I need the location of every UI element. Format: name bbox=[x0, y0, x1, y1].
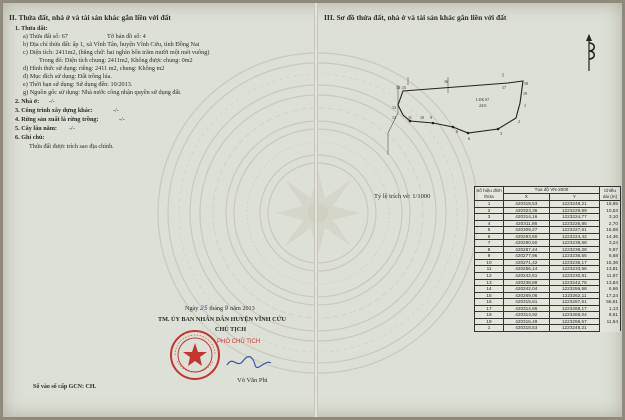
coordinate-y: 1223227,61 bbox=[549, 227, 599, 234]
coordinate-x: 420318,53 bbox=[504, 325, 550, 332]
edge-length: 6,66 bbox=[600, 286, 621, 293]
vertex-label-13: 13 bbox=[392, 105, 396, 110]
parcel-number: a) Thửa đất số: 67 bbox=[23, 33, 68, 40]
coordinate-y: 1223269,17 bbox=[549, 305, 599, 312]
chairman-title: CHỦ TỊCH bbox=[215, 326, 247, 333]
coordinate-x: 420287,44 bbox=[504, 246, 550, 253]
use-term: e) Thời hạn sử dụng: Sử dụng đến: 10/2013. bbox=[23, 81, 133, 88]
edge-length: 14,36 bbox=[600, 233, 621, 240]
point-number: 14 bbox=[475, 286, 504, 293]
coordinate-y: 1223230,81 bbox=[549, 273, 599, 280]
table-row bbox=[475, 325, 621, 332]
forest-value: -/- bbox=[119, 116, 125, 123]
coordinate-x: 420259,06 bbox=[504, 292, 550, 299]
coordinate-y: 1223238,58 bbox=[549, 240, 599, 247]
vertex-marker bbox=[497, 128, 500, 131]
vertex-label-12: 12 bbox=[392, 115, 396, 120]
house-heading: 2. Nhà ở: bbox=[15, 98, 40, 105]
date-prefix: Ngày bbox=[185, 305, 199, 312]
perennial-value: -/- bbox=[69, 125, 75, 132]
coordinate-x: 420242,04 bbox=[504, 286, 550, 293]
notes-heading: 6. Ghi chú: bbox=[15, 134, 45, 141]
point-number: 4 bbox=[475, 220, 504, 227]
header-system: Tọa độ VN-2000 bbox=[504, 187, 600, 194]
parcel-area: c) Diện tích: 2411m2, (bằng chữ: hai nghìn bốn trăm mười một mét vuông) bbox=[23, 49, 210, 56]
date-day: 25 bbox=[199, 305, 208, 312]
official-seal-icon bbox=[169, 329, 221, 381]
coordinate-x: 420316,49 bbox=[504, 318, 550, 325]
edge-length: 13,81 bbox=[600, 266, 621, 273]
vertex-label-18: 18 bbox=[524, 81, 528, 86]
edge-length: 3,10 bbox=[600, 214, 621, 221]
use-purpose: đ) Mục đích sử dụng: Đất trồng lúa. bbox=[23, 73, 112, 80]
coordinate-table-body bbox=[475, 201, 621, 332]
vertex-marker bbox=[409, 120, 412, 123]
coordinate-x: 420315,61 bbox=[504, 299, 550, 306]
certificate-record-number: Số vào sổ cấp GCN: CH. bbox=[33, 384, 97, 390]
date-month: 9 bbox=[224, 305, 229, 312]
vertex-label-1: 1 bbox=[524, 103, 526, 108]
coordinate-y: 1223248,21 bbox=[549, 201, 599, 208]
plot-diagram-panel bbox=[318, 3, 622, 417]
section-ii-title: II. Thửa đất, nhà ở và tài sản khác gắn liền với đất bbox=[9, 13, 171, 22]
use-form: d) Hình thức sử dụng: riêng: 2411 m2, chung: Không m2 bbox=[23, 65, 165, 72]
coordinate-y: 1223248,21 bbox=[549, 325, 599, 332]
coordinate-x: 420309,27 bbox=[504, 227, 550, 234]
signature-icon bbox=[225, 353, 273, 371]
vertex-label-16: 16 bbox=[444, 79, 448, 84]
plot-area-value: 2411 bbox=[479, 103, 487, 108]
vertex-label-11: 11 bbox=[408, 115, 412, 120]
coordinate-x: 420314,86 bbox=[504, 305, 550, 312]
edge-length: 18,95 bbox=[600, 201, 621, 208]
vertex-label-10: 10 bbox=[420, 115, 424, 120]
edge-length bbox=[600, 325, 621, 332]
notes-text: Thửa đất được trích sao địa chính. bbox=[29, 143, 114, 150]
header-x: X bbox=[504, 194, 550, 201]
edge-length: 13,84 bbox=[600, 279, 621, 286]
point-number: 17 bbox=[475, 305, 504, 312]
parcel-address: b) Địa chỉ thửa đất: ấp 1, xã Vĩnh Tân, huyện Vĩnh Cửu, tỉnh Đồng Nai bbox=[23, 41, 200, 48]
coordinate-x: 420314,92 bbox=[504, 312, 550, 319]
edge-length: 9,87 bbox=[600, 246, 621, 253]
point-number: 15 bbox=[475, 292, 504, 299]
map-sheet-number: Tờ bản đồ số: 4 bbox=[107, 33, 146, 40]
coordinate-x: 420277,96 bbox=[504, 253, 550, 260]
coordinate-y: 1223236,55 bbox=[549, 253, 599, 260]
header-point: Số hiệu đỉnh thửa bbox=[476, 187, 502, 199]
edge-length: 17,24 bbox=[600, 292, 621, 299]
signing-date bbox=[185, 305, 255, 312]
authority-name: TM. ỦY BAN NHÂN DÂN HUYỆN VĨNH CỬU bbox=[158, 316, 286, 323]
date-month-label: tháng bbox=[209, 305, 224, 312]
point-number: 12 bbox=[475, 273, 504, 280]
point-number: 8 bbox=[475, 246, 504, 253]
point-number: 1 bbox=[475, 325, 504, 332]
signer-name: Võ Văn Phi bbox=[237, 377, 268, 384]
house-value: -/- bbox=[49, 98, 55, 105]
coordinate-x: 420318,53 bbox=[504, 201, 550, 208]
edge-length: 3,24 bbox=[600, 240, 621, 247]
land-heading: 1. Thửa đất: bbox=[15, 25, 48, 32]
vertex-marker bbox=[432, 122, 435, 125]
coordinate-y: 1223226,85 bbox=[549, 220, 599, 227]
perennial-heading: 5. Cây lâu năm: bbox=[15, 125, 57, 132]
construction-heading: 3. Công trình xây dựng khác: bbox=[15, 107, 93, 114]
coordinate-x: 420323,36 bbox=[504, 207, 550, 214]
land-info-panel bbox=[3, 3, 314, 417]
coordinate-table bbox=[474, 186, 621, 332]
point-number: 11 bbox=[475, 266, 504, 273]
point-number: 3 bbox=[475, 214, 504, 221]
edge-length: 15,36 bbox=[600, 259, 621, 266]
certificate-sheet bbox=[3, 3, 622, 417]
coordinate-y: 1223268,04 bbox=[549, 312, 599, 319]
vertex-label-8: 8 bbox=[456, 129, 458, 134]
point-number: 9 bbox=[475, 253, 504, 260]
drawing-scale: Tỷ lệ trích vẽ: 1/1000 bbox=[374, 193, 431, 200]
point-number: 1 bbox=[475, 201, 504, 208]
vertex-label-2: 2 bbox=[518, 119, 520, 124]
use-origin: g) Nguồn gốc sử dụng: Nhà nước công nhận quyền sử dụng đất. bbox=[23, 89, 182, 96]
vertex-label-9: 9 bbox=[430, 115, 432, 120]
point-number: 5 bbox=[475, 227, 504, 234]
point-number: 7 bbox=[475, 240, 504, 247]
vertex-label-6: 6 bbox=[468, 136, 470, 141]
coordinate-y: 1223262,11 bbox=[549, 292, 599, 299]
coordinate-y: 1223224,42 bbox=[549, 233, 599, 240]
edge-length: 2,70 bbox=[600, 220, 621, 227]
edge-length: 1,13 bbox=[600, 305, 621, 312]
coordinate-y: 1223256,58 bbox=[549, 286, 599, 293]
vertex-label-14: 14 bbox=[396, 85, 400, 90]
edge-length: 6,68 bbox=[600, 253, 621, 260]
coordinate-x: 420293,60 bbox=[504, 233, 550, 240]
point-number: 16 bbox=[475, 299, 504, 306]
edge-length: 16,58 bbox=[600, 227, 621, 234]
coordinate-y: 1223235,17 bbox=[549, 259, 599, 266]
area-detail: Trong đó: Diện tích chung: 2411m2, Không được chung: 0m2 bbox=[39, 57, 193, 64]
edge-length: 11,97 bbox=[600, 273, 621, 280]
point-number: 10 bbox=[475, 259, 504, 266]
coordinate-y: 1223242,75 bbox=[549, 279, 599, 286]
parcel-diagram bbox=[348, 73, 548, 163]
land-use-code: LUK 67 bbox=[476, 97, 490, 102]
point-number: 6 bbox=[475, 233, 504, 240]
vertex-label-3: 3 bbox=[500, 131, 502, 136]
coordinate-y: 1223233,56 bbox=[549, 266, 599, 273]
coordinate-x: 420314,16 bbox=[504, 214, 550, 221]
section-iii-title: III. Sơ đồ thửa đất, nhà ở và tài sản khác gắn liền với đất bbox=[324, 13, 507, 22]
coordinate-x: 420290,60 bbox=[504, 240, 550, 247]
point-number: 18 bbox=[475, 312, 504, 319]
vertex-label-17: 17 bbox=[502, 85, 506, 90]
header-length: Chiều dài (m) bbox=[600, 187, 621, 201]
vertex-label-19: 19 bbox=[523, 91, 527, 96]
vertex-marker bbox=[467, 132, 470, 135]
vertex-marker bbox=[452, 126, 455, 129]
coordinate-y: 1223239,28 bbox=[549, 246, 599, 253]
date-year: năm 2013 bbox=[230, 305, 255, 312]
point-number: 2 bbox=[475, 207, 504, 214]
north-arrow-icon bbox=[580, 33, 598, 73]
coordinate-x: 420311,86 bbox=[504, 220, 550, 227]
header-y: Y bbox=[549, 194, 599, 201]
point-number: 19 bbox=[475, 318, 504, 325]
forest-heading: 4. Rừng sản xuất là rừng trồng: bbox=[15, 116, 99, 123]
coordinate-x: 420242,61 bbox=[504, 273, 550, 280]
construction-value: -/- bbox=[113, 107, 119, 114]
coordinate-y: 1223224,77 bbox=[549, 214, 599, 221]
edge-length: 10,53 bbox=[600, 207, 621, 214]
vertex-label-15: 15 bbox=[402, 85, 406, 90]
edge-length: 8,61 bbox=[600, 312, 621, 319]
coordinate-y: 1223267,61 bbox=[549, 299, 599, 306]
coordinate-y: 1223259,57 bbox=[549, 318, 599, 325]
coordinate-x: 420271,42 bbox=[504, 259, 550, 266]
point-number: 13 bbox=[475, 279, 504, 286]
edge-length: 56,61 bbox=[600, 299, 621, 306]
coordinate-y: 1223229,89 bbox=[549, 207, 599, 214]
coordinate-x: 420238,88 bbox=[504, 279, 550, 286]
edge-length: 11,54 bbox=[600, 318, 621, 325]
vice-chair-stamp: PHÓ CHỦ TỊCH bbox=[217, 339, 261, 345]
coordinate-x: 420256,14 bbox=[504, 266, 550, 273]
